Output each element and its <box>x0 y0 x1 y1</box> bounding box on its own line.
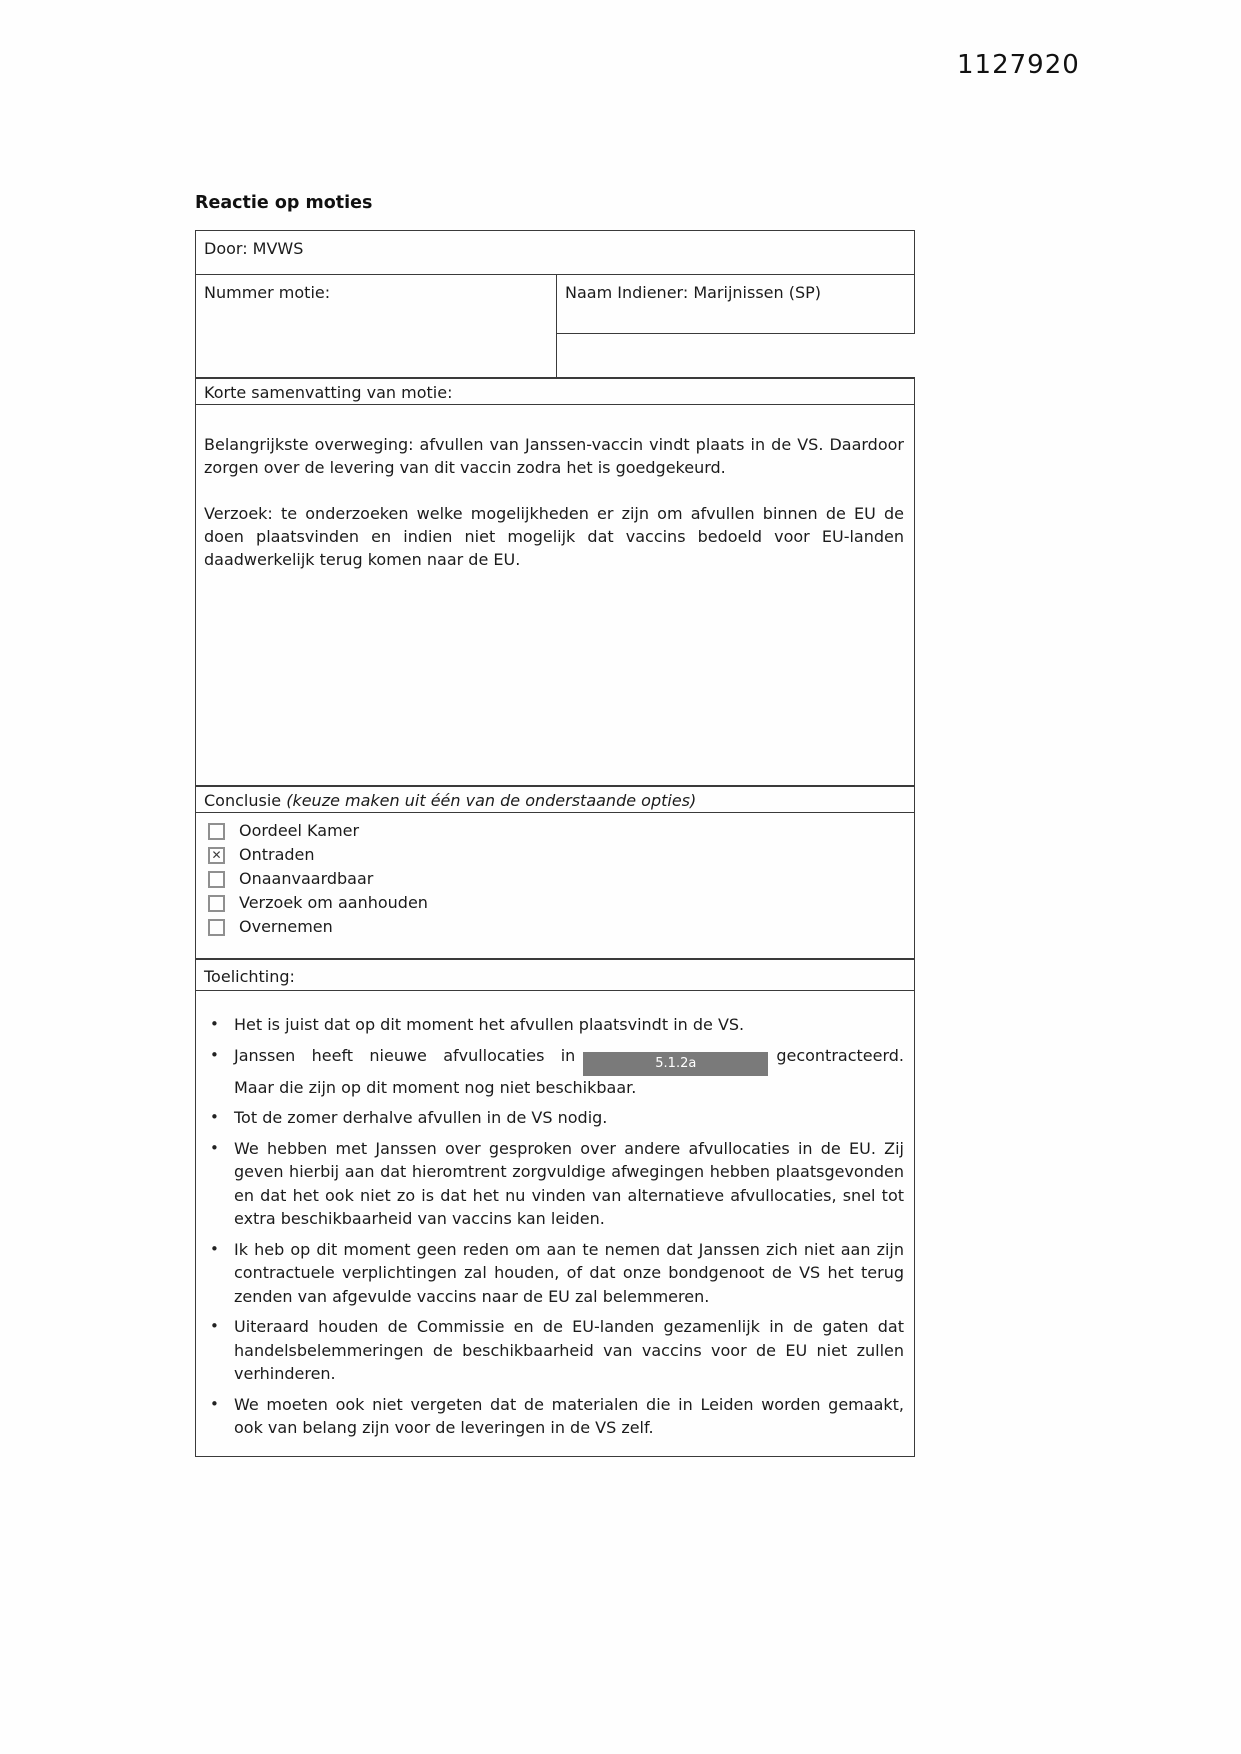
door-value: Door: MVWS <box>204 239 304 258</box>
toelichting-bullets-cell <box>195 990 915 1457</box>
summary-paragraph-2: Verzoek: te onderzoeken welke mogelijkheden er zijn om afvullen binnen de EU de doen plaatsvinden en indien niet mogelijk dat vaccins bedoeld voor EU-landen daadwerkelijk terug komen naar de EU. <box>204 504 904 569</box>
naam-indiener-value: Naam Indiener: Marijnissen (SP) <box>565 283 822 302</box>
option-row-verzoek-om-aanhouden <box>208 891 906 915</box>
bullet-item <box>210 1106 904 1130</box>
bullet-item <box>210 1137 904 1231</box>
option-label: Oordeel Kamer <box>239 821 360 840</box>
bullet-item <box>210 1315 904 1386</box>
option-row-onaanvaardbaar <box>208 867 906 891</box>
page-title: Reactie op moties <box>195 193 373 213</box>
bullet-item <box>210 1013 904 1037</box>
checkbox-checked-icon <box>208 847 225 864</box>
option-row-ontraden <box>208 843 906 867</box>
option-label: Overnemen <box>239 917 333 936</box>
cell-nummer-motie <box>195 274 557 378</box>
option-label: Ontraden <box>239 845 315 864</box>
checkbox-icon <box>208 895 225 912</box>
bullet-marker-icon: • <box>210 1239 219 1258</box>
nummer-motie-label: Nummer motie: <box>204 283 331 302</box>
bullet-marker-icon: • <box>210 1045 219 1064</box>
summary-cell <box>195 404 915 786</box>
section-header-conclusie <box>195 785 915 813</box>
bullet-text: Ik heb op dit moment geen reden om aan te nemen dat Janssen zich niet aan zijn contractuele verplichtingen zal houden, of dat onze bondgenoot de VS het terug zenden van afgevulde vaccins naar de EU zal belemmeren. <box>234 1239 904 1306</box>
bullet-marker-icon: • <box>210 1317 219 1335</box>
bullet-marker-icon: • <box>210 1138 219 1157</box>
bullet-item <box>210 1238 904 1309</box>
option-label: Verzoek om aanhouden <box>239 893 428 912</box>
redaction-box: 5.1.2a <box>583 1052 768 1076</box>
toelichting-label: Toelichting: <box>204 967 295 986</box>
section-header-korte-samenvatting <box>195 377 915 405</box>
checkbox-icon <box>208 919 225 936</box>
bullet-text <box>234 1044 904 1100</box>
bullet-text: Uiteraard houden de Commissie en de EU-landen gezamenlijk in de gaten dat handelsbelemmeringen de beschikbaarheid van vaccins voor de EU niet zullen verhinderen. <box>234 1317 904 1383</box>
option-label: Onaanvaardbaar <box>239 869 374 888</box>
bullet-marker-icon: • <box>210 1108 219 1126</box>
korte-samenvatting-label: Korte samenvatting van motie: <box>204 383 453 402</box>
option-row-oordeel-kamer <box>208 819 906 843</box>
cell-naam-indiener <box>556 274 915 334</box>
option-row-overnemen <box>208 915 906 939</box>
bullet-item <box>210 1393 904 1440</box>
conclusie-options-cell <box>195 812 915 959</box>
bullet-marker-icon: • <box>210 1394 219 1413</box>
checkbox-icon <box>208 823 225 840</box>
bullet-item-with-redaction <box>210 1044 904 1100</box>
bullet-text-post: gecontracteerd. Maar die zijn op dit moment nog niet beschikbaar. <box>234 1045 904 1097</box>
summary-paragraph-1: Belangrijkste overweging: afvullen van Janssen-vaccin vindt plaats in de VS. Daardoor zorgen over de levering van dit vaccin zodra het is goedgekeurd. <box>204 435 904 477</box>
bullet-marker-icon: • <box>210 1015 219 1033</box>
cell-door <box>195 230 915 275</box>
bullet-text: We hebben met Janssen over gesproken over andere afvullocaties in de EU. Zij geven hierbij aan dat hieromtrent zorgvuldige afwegingen hebben plaatsgevonden en dat het ook niet zo is dat het nu vinden van alternatieve afvullocaties, snel tot extra beschikbaarheid van vaccins kan leiden. <box>234 1138 904 1228</box>
checkbox-icon <box>208 871 225 888</box>
bullet-text: Tot de zomer derhalve afvullen in de VS nodig. <box>234 1108 608 1127</box>
bullet-text: We moeten ook niet vergeten dat de materialen die in Leiden worden gemaakt, ook van belang zijn voor de leveringen in de VS zelf. <box>234 1394 904 1437</box>
section-header-toelichting <box>195 958 915 991</box>
conclusie-label: Conclusie <box>204 791 287 810</box>
bullet-text: Het is juist dat op dit moment het afvullen plaatsvindt in de VS. <box>234 1015 745 1034</box>
bullet-text-pre: Janssen heeft nieuwe afvullocaties in <box>234 1045 576 1065</box>
doc-number-stamp: 1127920 <box>957 50 1080 80</box>
conclusie-note: (keuze maken uit één van de onderstaande opties) <box>286 791 697 810</box>
